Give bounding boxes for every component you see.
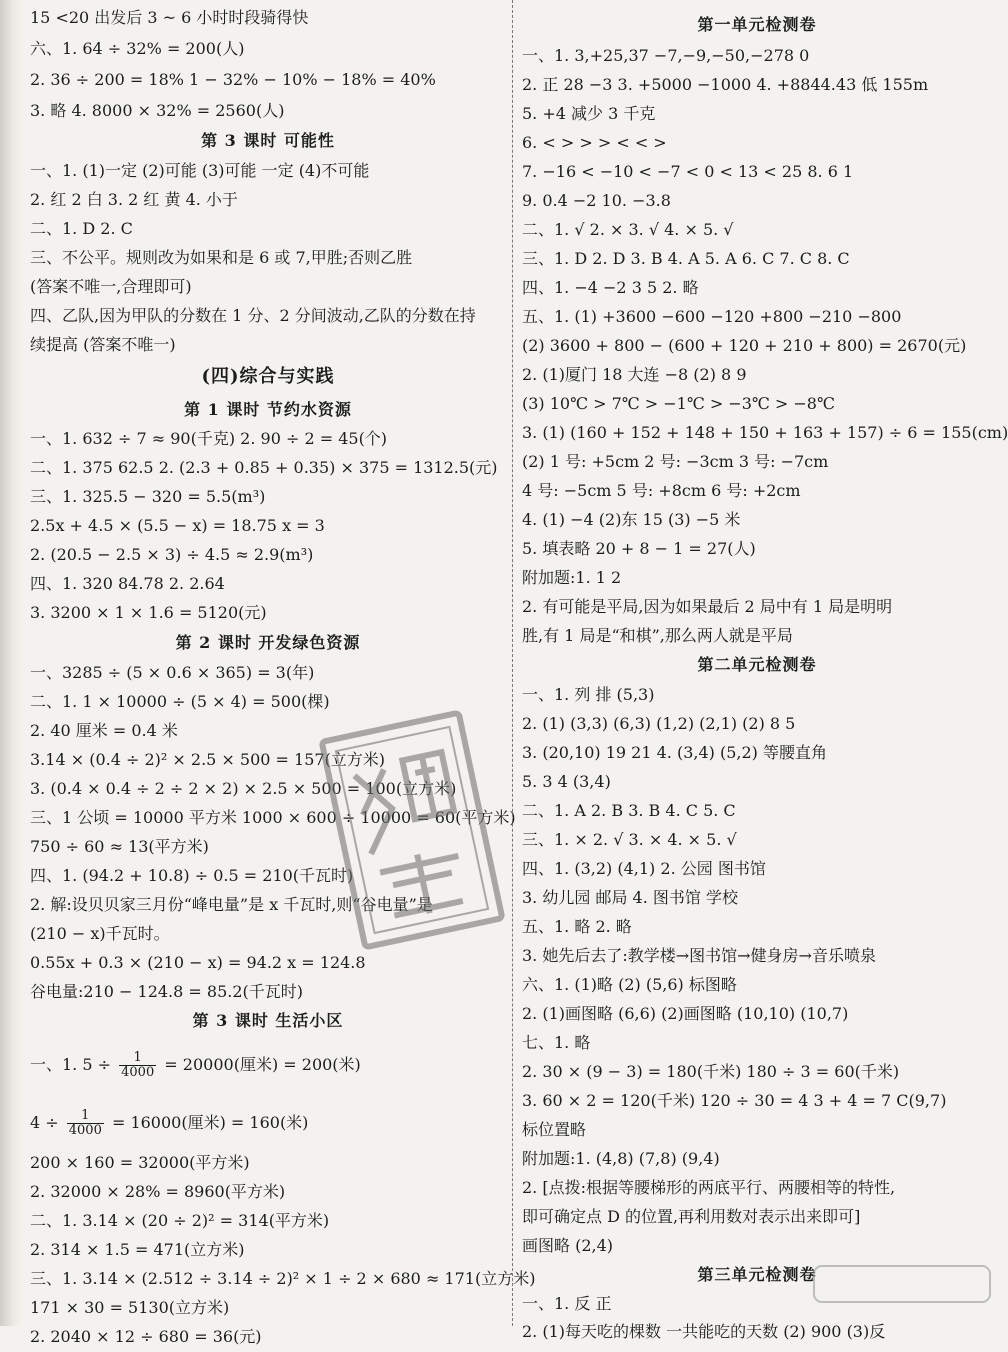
text-line: 七、1. 略 bbox=[522, 1033, 591, 1052]
text-line: 3. 3200 × 1 × 1.6 = 5120(元) bbox=[30, 603, 267, 622]
text-line: 六、1. 64 ÷ 32% = 200(人) bbox=[30, 39, 245, 58]
text-line: 3. (20,10) 19 21 4. (3,4) (5,2) 等腰直角 bbox=[522, 743, 828, 762]
fraction-numerator: 1 bbox=[67, 1109, 104, 1124]
text-line: 3. 幼儿园 邮局 4. 图书馆 学校 bbox=[522, 888, 738, 907]
text-line: 2. 30 × (9 − 3) = 180(千米) 180 ÷ 3 = 60(千米) bbox=[522, 1062, 900, 1081]
text-line: 三、1. D 2. D 3. B 4. A 5. A 6. C 7. C 8. C bbox=[522, 249, 850, 268]
section-heading: 第 2 课时 开发绿色资源 bbox=[175, 633, 361, 652]
fraction-line-post: = 16000(厘米) = 160(米) bbox=[106, 1113, 309, 1132]
text-line: 2. 有可能是平局,因为如果最后 2 局中有 1 局是明明 bbox=[522, 597, 893, 616]
text-line: (3) 10℃ > 7℃ > −1℃ > −3℃ > −8℃ bbox=[522, 394, 835, 413]
text-line: 一、1. 632 ÷ 7 ≈ 90(千克) 2. 90 ÷ 2 = 45(个) bbox=[30, 429, 388, 448]
text-line: 一、3285 ÷ (5 × 0.6 × 365) = 3(年) bbox=[30, 663, 315, 682]
text-line: 附加题:1. (4,8) (7,8) (9,4) bbox=[522, 1149, 720, 1168]
text-line: 2. 正 28 −3 3. +5000 −1000 4. +8844.43 低 155m bbox=[522, 75, 929, 94]
section-heading: 第 3 课时 可能性 bbox=[201, 131, 335, 150]
text-line: (2) 3600 + 800 − (600 + 120 + 210 + 800) = 2670(元) bbox=[522, 336, 967, 355]
text-line: 二、1. 1 × 10000 ÷ (5 × 4) = 500(棵) bbox=[30, 692, 330, 711]
text-line: 9. 0.4 −2 10. −3.8 bbox=[522, 191, 671, 210]
text-line: 2. 314 × 1.5 = 471(立方米) bbox=[30, 1240, 245, 1259]
text-line: 二、1. D 2. C bbox=[30, 219, 133, 238]
text-line: 4. (1) −4 (2)东 15 (3) −5 米 bbox=[522, 510, 741, 529]
left-column bbox=[30, 0, 536, 1346]
fraction-denominator: 4000 bbox=[68, 1123, 102, 1138]
text-line: 2. (1)厦门 18 大连 −8 (2) 8 9 bbox=[522, 365, 747, 384]
text-line: 4 号: −5cm 5 号: +8cm 6 号: +2cm bbox=[522, 481, 801, 500]
text-line: 四、1. −4 −2 3 5 2. 略 bbox=[522, 278, 699, 297]
text-line: 谷电量:210 − 124.8 = 85.2(千瓦时) bbox=[30, 982, 304, 1001]
text-line: 三、1. 325.5 − 320 = 5.5(m³) bbox=[30, 487, 266, 506]
text-line: 三、1. 3.14 × (2.512 ÷ 3.14 ÷ 2)² × 1 ÷ 2 × 680 ≈ 171(立方米) bbox=[30, 1269, 536, 1288]
text-line: 2.5x + 4.5 × (5.5 − x) = 18.75 x = 3 bbox=[30, 516, 325, 535]
text-line: 三、1. × 2. √ 3. × 4. × 5. √ bbox=[522, 830, 737, 849]
text-line: 3.14 × (0.4 ÷ 2)² × 2.5 × 500 = 157(立方米) bbox=[30, 750, 386, 769]
text-line: 五、1. (1) +3600 −600 −120 +800 −210 −800 bbox=[522, 307, 902, 326]
text-line: 2. (20.5 − 2.5 × 3) ÷ 4.5 ≈ 2.9(m³) bbox=[30, 545, 314, 564]
text-line: 0.55x + 0.3 × (210 − x) = 94.2 x = 124.8 bbox=[30, 953, 366, 972]
fraction-line bbox=[30, 1036, 506, 1094]
text-line: 2. 解:设贝贝家三月份“峰电量”是 x 千瓦时,则“谷电量”是 bbox=[30, 895, 433, 914]
text-line: 三、不公平。规则改为如果和是 6 或 7,甲胜;否则乙胜 bbox=[30, 248, 413, 267]
text-line: 三、1 公顷 = 10000 平方米 1000 × 600 ÷ 10000 = 60(平方米) bbox=[30, 808, 516, 827]
text-line: 2. (1)画图略 (6,6) (2)画图略 (10,10) (10,7) bbox=[522, 1004, 849, 1023]
column-divider bbox=[512, 0, 513, 1326]
text-line: 3. 60 × 2 = 120(千米) 120 ÷ 30 = 4 3 + 4 = 7 C(9,7) bbox=[522, 1091, 947, 1110]
text-line: 二、1. 3.14 × (20 ÷ 2)² = 314(平方米) bbox=[30, 1211, 330, 1230]
fraction-numerator: 1 bbox=[119, 1051, 156, 1066]
text-line: 六、1. (1)略 (2) (5,6) 标图略 bbox=[522, 975, 737, 994]
text-line: 五、1. 略 2. 略 bbox=[522, 917, 632, 936]
fraction-denominator: 4000 bbox=[121, 1065, 155, 1080]
text-line: 二、1. √ 2. × 3. √ 4. × 5. √ bbox=[522, 220, 734, 239]
text-line: 6. < > > > < < > bbox=[522, 133, 667, 152]
section-heading: 第 3 课时 生活小区 bbox=[192, 1011, 344, 1030]
text-line: 二、1. A 2. B 3. B 4. C 5. C bbox=[522, 801, 736, 820]
right-column bbox=[522, 0, 1008, 1341]
text-line: 一、1. 反 正 bbox=[522, 1294, 612, 1313]
text-line: 2. [点拨:根据等腰梯形的两底平行、两腰相等的特性, bbox=[522, 1178, 896, 1197]
text-line: 一、1. (1)一定 (2)可能 (3)可能 一定 (4)不可能 bbox=[30, 161, 370, 180]
text-line: 3. 她先后去了:教学楼→图书馆→健身房→音乐喷泉 bbox=[522, 946, 876, 965]
section-heading: 第 1 课时 节约水资源 bbox=[184, 400, 352, 419]
text-line: 3. 略 4. 8000 × 32% = 2560(人) bbox=[30, 101, 285, 120]
text-line: 画图略 (2,4) bbox=[522, 1236, 614, 1255]
fraction-line-post: = 20000(厘米) = 200(米) bbox=[159, 1055, 361, 1074]
text-line: 2. 36 ÷ 200 = 18% 1 − 32% − 10% − 18% = 40% bbox=[30, 70, 436, 89]
text-line: 2. 2040 × 12 ÷ 680 = 36(元) bbox=[30, 1327, 262, 1346]
section-heading: 第二单元检测卷 bbox=[697, 655, 817, 674]
fraction-line-pre: 4 ÷ bbox=[30, 1113, 64, 1132]
text-line: 2. (1) (3,3) (6,3) (1,2) (2,1) (2) 8 5 bbox=[522, 714, 796, 733]
fraction bbox=[119, 1051, 156, 1080]
section-heading: 第一单元检测卷 bbox=[697, 15, 817, 34]
text-line: 15 <20 出发后 3 ~ 6 小时时段骑得快 bbox=[30, 8, 309, 27]
text-line: 5. +4 减少 3 千克 bbox=[522, 104, 656, 123]
text-line: 750 ÷ 60 ≈ 13(平方米) bbox=[30, 837, 209, 856]
text-line: 7. −16 < −10 < −7 < 0 < 13 < 25 8. 6 1 bbox=[522, 162, 854, 181]
page-binding-shadow bbox=[0, 0, 22, 1326]
fraction-line-pre: 一、1. 5 ÷ bbox=[30, 1055, 117, 1074]
text-line: 四、乙队,因为甲队的分数在 1 分、2 分间波动,乙队的分数在持 bbox=[30, 306, 476, 325]
text-line: (2) 1 号: +5cm 2 号: −3cm 3 号: −7cm bbox=[522, 452, 829, 471]
text-line: 3. (1) (160 + 152 + 148 + 150 + 163 + 157) ÷ 6 = 155(cm) bbox=[522, 423, 1008, 442]
text-line: 2. 32000 × 28% = 8960(平方米) bbox=[30, 1182, 286, 1201]
text-line: (答案不唯一,合理即可) bbox=[30, 277, 192, 296]
text-line: 2. 40 厘米 = 0.4 米 bbox=[30, 721, 178, 740]
chapter-heading: (四)综合与实践 bbox=[201, 366, 335, 387]
text-line: 200 × 160 = 32000(平方米) bbox=[30, 1153, 250, 1172]
text-line: 四、1. 320 84.78 2. 2.64 bbox=[30, 574, 225, 593]
fraction-line bbox=[30, 1094, 506, 1152]
text-line: 即可确定点 D 的位置,再利用数对表示出来即可] bbox=[522, 1207, 861, 1226]
section-heading: 第三单元检测卷 bbox=[697, 1265, 817, 1284]
text-line: 一、1. 3,+25,37 −7,−9,−50,−278 0 bbox=[522, 46, 810, 65]
text-line: 胜,有 1 局是“和棋”,那么两人就是平局 bbox=[522, 626, 793, 645]
text-line: 171 × 30 = 5130(立方米) bbox=[30, 1298, 230, 1317]
text-line: 续提高 (答案不唯一) bbox=[30, 335, 176, 354]
text-line: 二、1. 375 62.5 2. (2.3 + 0.85 + 0.35) × 375 = 1312.5(元) bbox=[30, 458, 498, 477]
text-line: 附加题:1. 1 2 bbox=[522, 568, 622, 587]
text-line: 2. 红 2 白 3. 2 红 黄 4. 小于 bbox=[30, 190, 238, 209]
fraction bbox=[67, 1109, 104, 1138]
text-line: 四、1. (3,2) (4,1) 2. 公园 图书馆 bbox=[522, 859, 766, 878]
text-line: 5. 3 4 (3,4) bbox=[522, 772, 611, 791]
text-line: (210 − x)千瓦时。 bbox=[30, 924, 170, 943]
text-line: 四、1. (94.2 + 10.8) ÷ 0.5 = 210(千瓦时) bbox=[30, 866, 354, 885]
text-line: 2. (1)每天吃的棵数 一共能吃的天数 (2) 900 (3)反 bbox=[522, 1322, 886, 1341]
text-line: 5. 填表略 20 + 8 − 1 = 27(人) bbox=[522, 539, 756, 558]
text-line: 一、1. 列 排 (5,3) bbox=[522, 685, 655, 704]
text-line: 3. (0.4 × 0.4 ÷ 2 ÷ 2 × 2) × 2.5 × 500 = 100(立方米) bbox=[30, 779, 457, 798]
text-line: 标位置略 bbox=[522, 1120, 587, 1139]
